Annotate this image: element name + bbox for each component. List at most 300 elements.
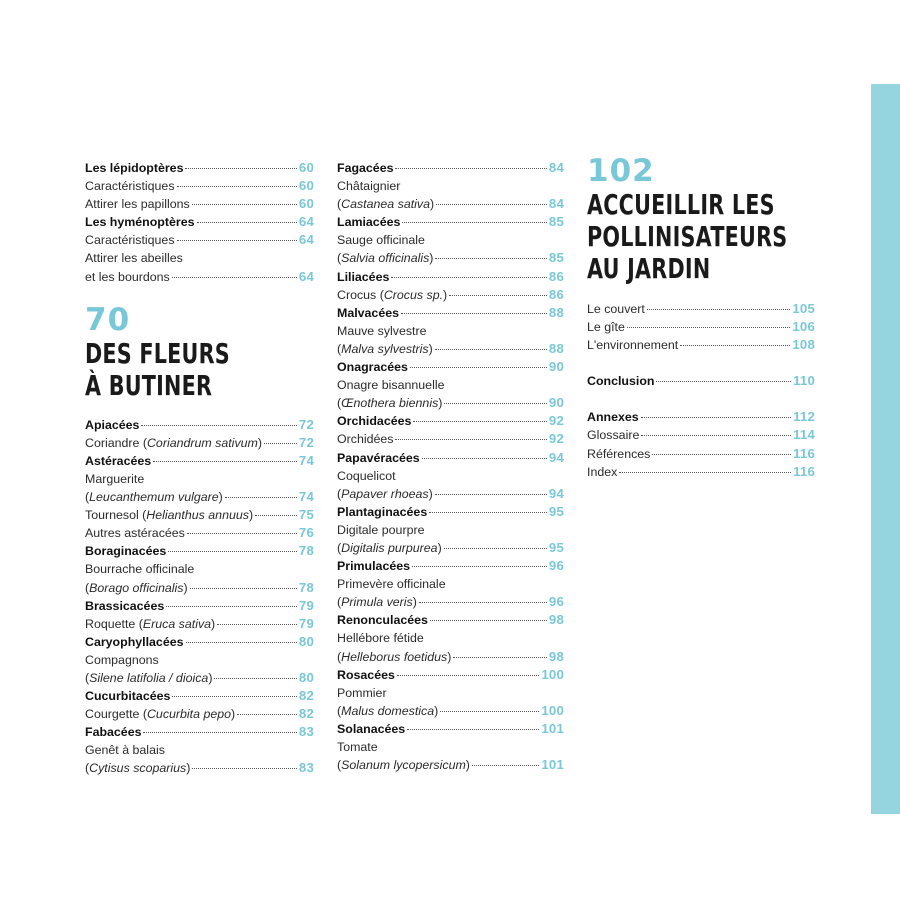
toc-entry-label-suffix: ): [257, 435, 262, 450]
toc-entry-latin-name: Helleborus foetidus: [341, 649, 448, 664]
dot-leader: [419, 602, 547, 603]
toc-entry-label: Mauve sylvestre: [337, 323, 427, 338]
toc-entry-label: [337, 249, 433, 267]
toc-entry-label: [337, 394, 442, 412]
toc-entry-label-suffix: ): [218, 490, 223, 505]
toc-entry: [85, 159, 314, 177]
toc-entry-label: Genêt à balais: [85, 743, 165, 758]
toc-entry-label: Papavéracées: [337, 450, 420, 465]
toc-entry-label: Plantaginacées: [337, 504, 428, 519]
toc-entry: [337, 195, 564, 213]
toc-entry: [337, 467, 564, 485]
toc-page-number: 76: [298, 525, 314, 541]
toc-entry-label: Le couvert: [587, 302, 645, 316]
side-color-band: [871, 84, 900, 814]
toc-entry-label: [337, 593, 417, 611]
toc-entry-label: Châtaignier: [337, 179, 401, 194]
dot-leader: [401, 313, 547, 314]
toc-entry-latin-name: Digitalis purpurea: [341, 540, 438, 555]
toc-entry-label: [85, 669, 212, 687]
section-number: 70: [85, 301, 131, 338]
dot-leader: [391, 277, 547, 278]
dot-leader: [177, 186, 297, 187]
toc-entry-label-suffix: ): [231, 707, 236, 722]
toc-entry-label: Onagre bisannuelle: [337, 378, 445, 393]
toc-list: [587, 300, 815, 354]
dot-leader: [192, 768, 297, 769]
toc-entry-label: Malvacées: [337, 305, 400, 320]
toc-entry-label-prefix: (: [337, 251, 342, 266]
toc-entry-label-prefix: (: [85, 670, 90, 685]
toc-entry-label: Attirer les papillons: [85, 197, 190, 212]
toc-page-number: 72: [298, 416, 314, 432]
toc-page-number: 85: [548, 214, 564, 230]
toc-page-number: 94: [548, 449, 564, 465]
toc-entry-latin-name: Castanea sativa: [341, 197, 430, 212]
toc-page-number: 64: [298, 214, 314, 230]
toc-page-number: 106: [792, 319, 815, 335]
toc-entry-latin-name: Borago officinalis: [89, 580, 184, 595]
toc-entry: [337, 485, 564, 503]
toc-entry-label: Hellébore fétide: [337, 631, 424, 646]
toc-entry-label: Renonculacées: [337, 613, 428, 628]
toc-page-number: 95: [548, 503, 564, 519]
dot-leader: [435, 258, 546, 259]
toc-entry: [85, 452, 314, 470]
dot-leader: [435, 494, 547, 495]
toc-entry-label: Boraginacées: [85, 544, 167, 559]
toc-entry-latin-name: Leucanthemum vulgare: [89, 490, 219, 505]
dot-leader: [153, 461, 297, 462]
toc-entry-label: Brassicacées: [85, 598, 165, 613]
toc-entry: [337, 648, 564, 666]
toc-entry-label: [337, 195, 434, 213]
toc-entry-label: [337, 756, 470, 774]
toc-entry-label-suffix: ): [248, 508, 254, 523]
toc-entry-label-prefix: Courgette (: [85, 707, 147, 722]
toc-entry-label: [85, 759, 190, 777]
toc-entry-label: Le gîte: [587, 320, 625, 335]
toc-page-number: 101: [541, 720, 564, 736]
toc-entry-label: [85, 506, 253, 524]
toc-entry: [587, 336, 815, 354]
toc-entry-label-prefix: (: [337, 703, 342, 718]
dot-leader: [225, 497, 297, 498]
toc-entry: [337, 358, 564, 376]
toc-entry: [587, 318, 815, 336]
toc-entry: [85, 597, 314, 615]
toc-entry: [587, 408, 815, 426]
toc-entry-label: Apiacées: [85, 417, 140, 432]
toc-entry: [85, 669, 314, 687]
toc-entry-label: et les bourdons: [85, 269, 170, 284]
toc-entry-label-suffix: ): [434, 703, 439, 718]
dot-leader: [641, 435, 791, 436]
toc-page-number: 75: [298, 507, 314, 523]
toc-entry-latin-name: Papaver rhoeas: [341, 486, 429, 501]
toc-entry-label: [85, 488, 223, 506]
toc-page-number: 100: [541, 702, 564, 718]
toc-entry: [337, 521, 564, 539]
dot-leader: [172, 696, 297, 697]
toc-entry: [587, 445, 815, 463]
dot-leader: [172, 277, 297, 278]
toc-entry-latin-name: Malva sylvestris: [341, 341, 429, 356]
toc-entry: [85, 759, 314, 777]
toc-entry-latin-name: Solanum lycopersicum: [341, 758, 466, 773]
dot-leader: [619, 472, 791, 473]
toc-entry-label-prefix: (: [85, 490, 90, 505]
toc-entry: [337, 159, 564, 177]
toc-page-number: 60: [298, 196, 314, 212]
toc-entry-label-prefix: (: [337, 197, 342, 212]
toc-entry: [85, 579, 314, 597]
toc-entry-label: Primevère officinale: [337, 577, 446, 592]
toc-page-number: 64: [298, 232, 314, 248]
toc-entry: [337, 539, 564, 557]
section-number: 102: [587, 153, 655, 189]
dot-leader: [197, 222, 297, 223]
toc-entry-label-suffix: ): [429, 251, 434, 266]
toc-entry-label: Orchidacées: [337, 414, 412, 429]
dot-leader: [430, 620, 547, 621]
toc-column-1: [85, 159, 314, 778]
toc-page-number: 78: [298, 579, 314, 595]
toc-page-number: 101: [541, 757, 564, 773]
toc-entry-label-suffix: ): [465, 758, 470, 773]
toc-page-number: 90: [548, 395, 564, 411]
toc-page-number: 92: [548, 413, 564, 429]
toc-entry-label: Bourrache officinale: [85, 562, 195, 577]
toc-entry: [85, 213, 314, 231]
toc-page-number: 88: [548, 340, 564, 356]
toc-page-number: 105: [792, 301, 815, 316]
toc-entry-label: Caryophyllacées: [85, 634, 184, 649]
toc-page-number: 112: [793, 409, 815, 425]
toc-entry-label: [337, 286, 447, 304]
toc-entry: [85, 615, 314, 633]
dot-leader: [641, 417, 791, 418]
toc-entry-label-suffix: ): [437, 540, 442, 555]
toc-entry-label: [85, 434, 262, 452]
toc-entry-label-suffix: ): [428, 341, 433, 356]
dot-leader: [237, 714, 297, 715]
dot-leader: [214, 678, 296, 679]
toc-entry: [337, 629, 564, 647]
toc-page-number: 80: [298, 633, 314, 649]
toc-entry-label-prefix: (: [337, 540, 342, 555]
toc-column-2: [337, 159, 564, 774]
toc-entry-latin-name: Œnothera biennis: [341, 396, 439, 411]
toc-entry-label: Digitale pourpre: [337, 522, 425, 537]
dot-leader: [410, 367, 547, 368]
toc-entry: [85, 195, 314, 213]
dot-leader: [168, 551, 297, 552]
dot-leader: [166, 606, 297, 607]
toc-entry-label: [337, 340, 433, 358]
toc-entry-label: Liliacées: [337, 269, 390, 284]
toc-list: [587, 408, 815, 480]
toc-entry-label-prefix: (: [337, 649, 342, 664]
toc-entry: [85, 524, 314, 542]
toc-entry-label: Onagracées: [337, 360, 408, 375]
toc-entry-latin-name: Silene latifolia / dioica: [89, 670, 209, 685]
toc-entry: [337, 322, 564, 340]
toc-entry-label: Rosacées: [337, 667, 395, 682]
toc-entry-label: Index: [587, 464, 618, 479]
toc-entry: [85, 723, 314, 741]
toc-entry: [337, 738, 564, 756]
toc-entry: [337, 249, 564, 267]
toc-entry: [85, 687, 314, 705]
toc-entry: [587, 300, 815, 318]
toc-entry: [85, 633, 314, 651]
toc-entry-latin-name: Cytisus scoparius: [89, 761, 187, 776]
toc-entry: [85, 416, 314, 434]
toc-entry: [85, 488, 314, 506]
toc-entry-label: Coquelicot: [337, 468, 396, 483]
toc-entry: [587, 426, 815, 444]
toc-entry-label: [85, 579, 188, 597]
toc-entry-label-suffix: ): [186, 761, 191, 776]
section-title-line: AU JARDIN: [587, 252, 711, 285]
dot-leader: [472, 765, 539, 766]
toc-entry: [337, 503, 564, 521]
dot-leader: [652, 454, 791, 455]
toc-entry: [337, 231, 564, 249]
toc-page-number: 83: [298, 760, 314, 776]
dot-leader: [185, 168, 296, 169]
dot-leader: [255, 515, 297, 516]
toc-entry-label-prefix: (: [337, 341, 342, 356]
dot-leader: [395, 168, 546, 169]
toc-entry-label-suffix: ): [430, 197, 435, 212]
toc-column-3: [587, 154, 815, 481]
dot-leader: [449, 295, 547, 296]
dot-leader: [402, 222, 547, 223]
toc-page-number: 84: [548, 160, 564, 175]
toc-list: [337, 159, 564, 774]
dot-leader: [444, 403, 547, 404]
dot-leader: [143, 732, 296, 733]
toc-entry-label-suffix: ): [211, 616, 216, 631]
toc-entry-label: [337, 539, 442, 557]
toc-entry: [337, 720, 564, 738]
toc-entry-label: Marguerite: [85, 471, 145, 486]
toc-entry: [337, 557, 564, 575]
section-title: [587, 188, 788, 285]
toc-list: [587, 372, 815, 390]
toc-entry: [85, 268, 314, 286]
toc-entry-label: Pommier: [337, 685, 387, 700]
toc-entry: [337, 376, 564, 394]
toc-page-number: 98: [548, 612, 564, 628]
toc-entry-label: [85, 705, 235, 723]
toc-entry: [337, 340, 564, 358]
dot-leader: [436, 204, 547, 205]
toc-entry-label: [337, 485, 433, 503]
dot-leader: [141, 425, 297, 426]
toc-page-number: 95: [548, 539, 564, 555]
toc-entry: [337, 177, 564, 195]
toc-entry-label: Références: [587, 446, 651, 461]
toc-entry-label: [337, 648, 451, 666]
toc-entry-latin-name: Primula veris: [341, 595, 413, 610]
toc-entry-label-prefix: Roquette (: [85, 616, 143, 631]
dot-leader: [429, 512, 547, 513]
dot-leader: [413, 421, 547, 422]
toc-entry: [85, 470, 314, 488]
dot-leader: [264, 443, 297, 444]
dot-leader: [422, 458, 547, 459]
toc-entry-label: Solanacées: [337, 721, 406, 736]
toc-list: [85, 416, 314, 778]
dot-leader: [627, 327, 790, 328]
toc-entry: [85, 560, 314, 578]
dot-leader: [647, 309, 791, 310]
toc-page-number: 64: [298, 268, 314, 284]
toc-entry: [337, 593, 564, 611]
dot-leader: [440, 711, 539, 712]
toc-page-number: 86: [548, 268, 564, 284]
toc-entry-latin-name: Cucurbita pepo: [146, 707, 232, 722]
toc-page-number: 90: [548, 359, 564, 375]
toc-entry-label: Les lépidoptères: [85, 161, 184, 175]
toc-entry-label-suffix: ): [183, 580, 188, 595]
toc-entry-label-suffix: ): [443, 287, 448, 302]
toc-entry-label: Autres astéracées: [85, 526, 185, 541]
toc-entry: [85, 542, 314, 560]
toc-entry: [337, 430, 564, 448]
toc-entry-label-suffix: ): [428, 486, 433, 501]
toc-entry: [85, 231, 314, 249]
toc-page-number: 92: [548, 431, 564, 447]
toc-page-number: 114: [793, 427, 815, 443]
toc-entry-label: [85, 615, 215, 633]
toc-entry: [337, 394, 564, 412]
toc-page-number: 74: [298, 489, 314, 505]
toc-entry: [85, 434, 314, 452]
dot-leader: [656, 381, 791, 382]
section-title-line: À BUTINER: [85, 368, 213, 402]
toc-page-number: 88: [548, 304, 564, 320]
toc-entry: [587, 372, 815, 390]
toc-page-number: 60: [298, 160, 314, 175]
dot-leader: [453, 657, 547, 658]
toc-entry: [85, 705, 314, 723]
toc-entry-label: Primulacées: [337, 559, 411, 574]
toc-page-number: 80: [298, 669, 314, 685]
toc-entry-latin-name: Eruca sativa: [142, 616, 212, 631]
toc-entry-label: Attirer les abeilles: [85, 251, 183, 266]
dot-leader: [177, 240, 297, 241]
section-title-line: POLLINISATEURS: [587, 220, 788, 253]
dot-leader: [407, 729, 539, 730]
toc-entry-label: Cucurbitacées: [85, 689, 171, 704]
toc-entry-label: Annexes: [587, 410, 639, 425]
dot-leader: [187, 533, 297, 534]
toc-entry-label-prefix: Tournesol (: [85, 508, 147, 523]
toc-page-number: 100: [541, 666, 564, 682]
toc-entry-label: Compagnons: [85, 652, 159, 667]
toc-entry: [337, 412, 564, 430]
toc-page-number: 85: [548, 250, 564, 266]
toc-entry: [337, 268, 564, 286]
toc-page-number: 110: [793, 373, 815, 389]
toc-entry: [337, 756, 564, 774]
toc-entry: [337, 286, 564, 304]
toc-entry-label-prefix: (: [337, 396, 342, 411]
toc-entry: [85, 177, 314, 195]
toc-page-number: 79: [298, 615, 314, 631]
dot-leader: [192, 204, 297, 205]
section-title-line: DES FLEURS: [85, 336, 230, 370]
toc-entry-label-prefix: (: [337, 486, 342, 501]
toc-page-number: 96: [548, 558, 564, 574]
toc-page-number: 108: [792, 337, 815, 353]
toc-entry-label: Orchidées: [337, 432, 394, 447]
toc-entry-label: Sauge officinale: [337, 233, 425, 248]
toc-page-number: 82: [298, 706, 314, 722]
toc-entry-label: Caractéristiques: [85, 233, 175, 248]
toc-page-number: 79: [298, 597, 314, 613]
toc-page-number: 82: [298, 688, 314, 704]
toc-entry-latin-name: Salvia officinalis: [341, 251, 430, 266]
toc-entry-label-prefix: (: [337, 595, 342, 610]
toc-page-number: 98: [548, 648, 564, 664]
dot-leader: [435, 349, 547, 350]
toc-page-number: 116: [793, 445, 815, 461]
toc-page-number: 94: [548, 485, 564, 501]
toc-page-number: 72: [298, 434, 314, 450]
toc-entry-label: Tomate: [337, 740, 378, 754]
toc-entry-label-prefix: (: [85, 580, 90, 595]
toc-entry-label-suffix: ): [447, 649, 452, 664]
toc-entry-label-suffix: ): [412, 595, 417, 610]
dot-leader: [395, 439, 546, 440]
dot-leader: [444, 548, 547, 549]
toc-page-number: 84: [548, 196, 564, 212]
toc-entry-label-prefix: Coriandre (: [85, 435, 147, 450]
toc-entry: [337, 449, 564, 467]
toc-page-number: 83: [298, 724, 314, 740]
toc-page-number: 60: [298, 178, 314, 194]
section-title-line: ACCUEILLIR LES: [587, 188, 775, 221]
toc-entry-label-prefix: (: [337, 758, 342, 773]
dot-leader: [190, 588, 297, 589]
toc-page-number: 74: [298, 452, 314, 468]
toc-entry-label: Fagacées: [337, 161, 394, 175]
toc-entry: [337, 575, 564, 593]
toc-entry-label-prefix: Crocus (: [337, 287, 384, 302]
toc-page-number: 78: [298, 543, 314, 559]
toc-entry-label: Les hyménoptères: [85, 215, 195, 230]
toc-entry-label: Lamiacées: [337, 215, 401, 230]
toc-entry-label-prefix: (: [85, 761, 90, 776]
toc-entry-label: Conclusion: [587, 374, 655, 389]
dot-leader: [680, 345, 790, 346]
toc-entry: [85, 506, 314, 524]
toc-entry: [337, 702, 564, 720]
toc-entry: [337, 304, 564, 322]
toc-entry-latin-name: Malus domestica: [341, 703, 435, 718]
toc-entry: [337, 213, 564, 231]
toc-entry-label-suffix: ): [208, 670, 213, 685]
toc-page-number: 116: [793, 463, 815, 479]
toc-page-number: 96: [548, 594, 564, 610]
toc-entry: [85, 741, 314, 759]
toc-entry-label: Fabacées: [85, 725, 142, 740]
